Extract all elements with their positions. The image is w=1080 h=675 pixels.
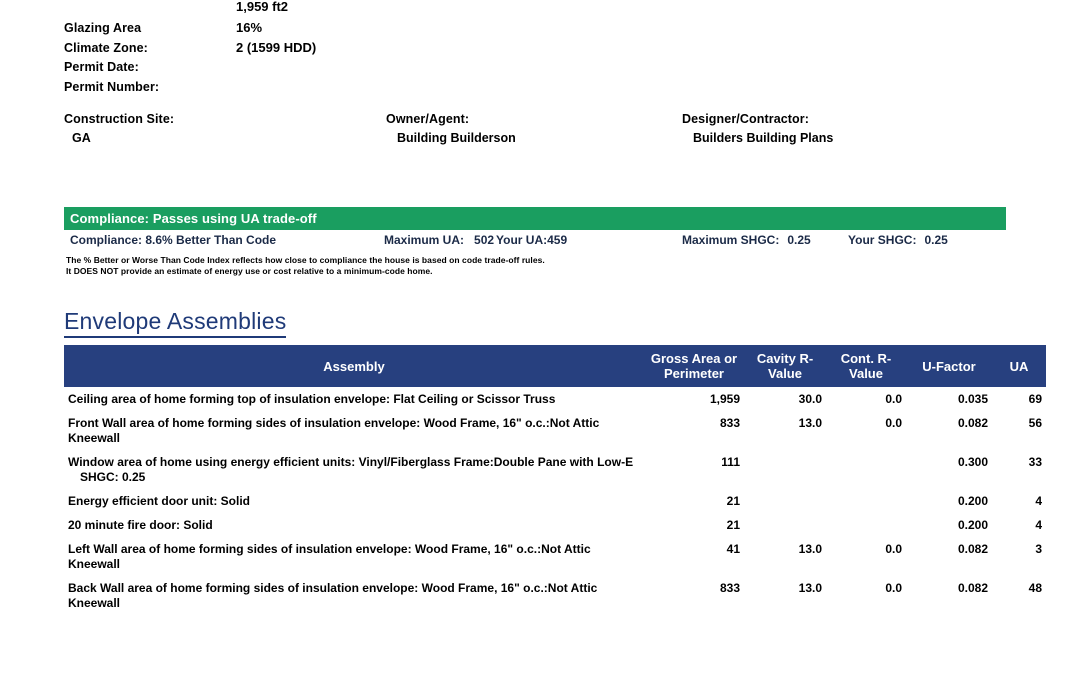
cell-ua: 56 [1028,416,1042,430]
column-header-gross-area: Gross Area or Perimeter [644,345,744,387]
assembly-description: Left Wall area of home forming sides of insulation envelope: Wood Frame, 16" o.c.:Not Attic Kneewall [68,542,591,571]
compliance-stats [64,233,1014,253]
cell-cavity-r-value [744,450,826,489]
assembly-description: Back Wall area of home forming sides of insulation envelope: Wood Frame, 16" o.c.:Not Attic Kneewall [68,581,598,610]
cell-u-factor: 0.035 [957,392,988,406]
designer-contractor-value: Builders Building Plans [693,131,834,145]
cell-assembly [64,576,644,615]
cell-u-factor: 0.082 [957,542,988,556]
cell-ua: 4 [1035,494,1042,508]
summary-row [64,60,664,80]
designer-contractor [682,112,1022,145]
cell-assembly [64,537,644,576]
disclaimer-line-1: The % Better or Worse Than Code Index reflects how close to compliance the house is based on code trade-off rules. [66,255,545,265]
assembly-shgc: SHGC: 0.25 [80,470,146,484]
cell-gross-area: 1,959 [709,392,740,406]
compliance-banner: Compliance: Passes using UA trade-off [64,207,1006,230]
cell-u-factor: 0.200 [957,518,988,532]
maximum-shgc-value: 0.25 [787,233,811,247]
cell-cavity-r-value: 13.0 [798,416,822,430]
cell-cavity-r-value [744,513,826,537]
assembly-description: Ceiling area of home forming top of insulation envelope: Flat Ceiling or Scissor Truss [68,392,556,406]
table-row [64,450,1046,489]
parties-row [64,112,1024,145]
cell-u-factor: 0.082 [957,416,988,430]
table-row [64,489,1046,513]
maximum-ua-label: Maximum UA: [384,233,465,247]
maximum-shgc [682,233,811,247]
cell-cont-r-value: 0.0 [885,542,902,556]
cell-cont-r-value [826,489,906,513]
owner-agent-value: Building Builderson [397,131,516,145]
column-header-ua: UA [992,345,1046,387]
project-summary [64,0,664,100]
cell-cavity-r-value [744,489,826,513]
compliance-index: Compliance: 8.6% Better Than Code [70,233,277,247]
cell-cont-r-value [826,513,906,537]
cell-gross-area: 21 [726,518,740,532]
assembly-description: Front Wall area of home forming sides of insulation envelope: Wood Frame, 16" o.c.:Not Attic Kneewall [68,416,600,445]
summary-row [64,80,664,100]
your-shgc-value: 0.25 [924,233,948,247]
your-ua [496,233,567,247]
cell-assembly [64,450,644,489]
summary-label: Permit Date: [64,60,139,74]
construction-site [64,112,386,145]
maximum-shgc-label: Maximum SHGC: [682,233,780,247]
assembly-description: Energy efficient door unit: Solid [68,494,251,508]
construction-site-value: GA [72,131,91,145]
summary-row [64,20,664,40]
your-shgc-label: Your SHGC: [848,233,917,247]
table-row [64,411,1046,450]
summary-label: Glazing Area [64,21,142,35]
table-row [64,387,1046,411]
summary-label: Permit Number: [64,80,160,94]
cell-cavity-r-value: 13.0 [798,542,822,556]
cell-assembly [64,411,644,450]
cell-gross-area: 833 [719,416,740,430]
cell-u-factor: 0.300 [957,455,988,469]
column-header-cavity-r-value: Cavity R-Value [744,345,826,387]
envelope-assemblies-table [64,345,1042,615]
table-header-row [64,345,1046,387]
summary-row [64,0,664,20]
assembly-description: Window area of home using energy efficient units: Vinyl/Fiberglass Frame:Double Pane with Low-E [68,455,634,469]
cell-gross-area: 111 [721,455,740,469]
table-row [64,537,1046,576]
disclaimer-line-2: It DOES NOT provide an estimate of energy use or cost relative to a minimum-code home. [66,266,433,276]
cell-ua: 33 [1028,455,1042,469]
cell-assembly [64,513,644,537]
assembly-description: 20 minute fire door: Solid [68,518,213,532]
cell-cont-r-value [826,450,906,489]
cell-cont-r-value: 0.0 [885,392,902,406]
column-header-cont-r-value: Cont. R-Value [826,345,906,387]
cell-assembly [64,489,644,513]
summary-label: Climate Zone: [64,41,148,55]
column-header-assembly: Assembly [64,345,644,387]
compliance-disclaimer [66,255,966,277]
construction-site-title: Construction Site: [64,112,175,126]
table-row [64,513,1046,537]
table-row [64,576,1046,615]
your-shgc [848,233,948,247]
cell-cont-r-value: 0.0 [885,416,902,430]
your-ua-label: Your UA: [496,233,548,247]
cell-ua: 3 [1035,542,1042,556]
cell-ua: 4 [1035,518,1042,532]
cell-gross-area: 21 [726,494,740,508]
owner-agent [386,112,682,145]
cell-assembly [64,387,644,411]
cell-cavity-r-value: 13.0 [798,581,822,595]
summary-value: 1,959 ft2 [236,0,289,14]
cell-cavity-r-value: 30.0 [798,392,822,406]
cell-cont-r-value: 0.0 [885,581,902,595]
maximum-ua-value: 502 [474,233,495,247]
designer-contractor-title: Designer/Contractor: [682,112,810,126]
column-header-u-factor: U-Factor [906,345,992,387]
your-ua-value: 459 [547,233,568,247]
summary-value: 16% [236,20,263,35]
summary-row [64,40,664,60]
summary-value: 2 (1599 HDD) [236,40,317,55]
cell-ua: 69 [1028,392,1042,406]
section-heading-envelope-assemblies: Envelope Assemblies [64,308,286,338]
cell-ua: 48 [1028,581,1042,595]
cell-gross-area: 833 [719,581,740,595]
cell-u-factor: 0.082 [957,581,988,595]
maximum-ua [384,233,494,247]
owner-agent-title: Owner/Agent: [386,112,470,126]
cell-u-factor: 0.200 [957,494,988,508]
cell-gross-area: 41 [726,542,740,556]
